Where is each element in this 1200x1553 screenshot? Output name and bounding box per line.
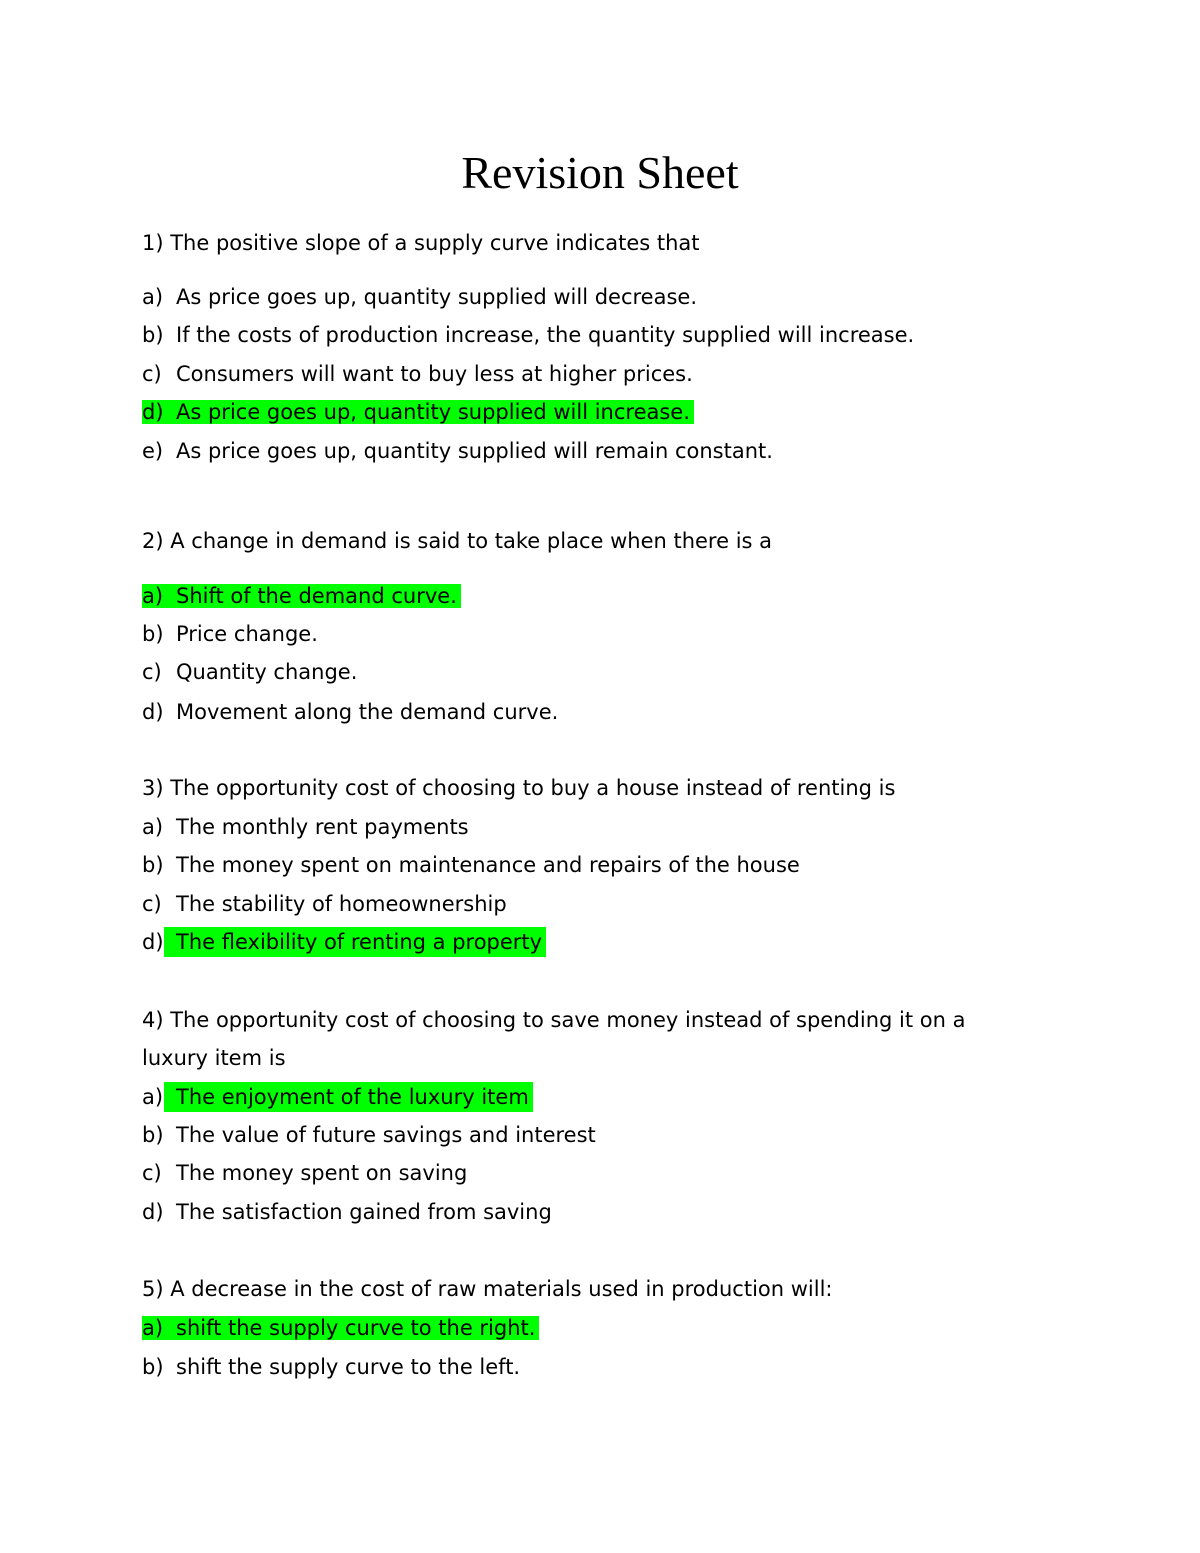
question-1-prompt: 1) The positive slope of a supply curve indicates that	[142, 231, 700, 255]
option-text: Price change.	[176, 622, 318, 646]
option-text: As price goes up, quantity supplied will remain constant.	[176, 439, 773, 463]
question-1-option-d-correct	[142, 397, 694, 427]
option-text: The satisfaction gained from saving	[176, 1200, 552, 1224]
option-letter: a)	[142, 815, 164, 839]
option-letter: a)	[142, 584, 164, 608]
question-2-option-a-correct	[142, 581, 461, 611]
option-letter: c)	[142, 660, 162, 684]
option-letter: a)	[142, 285, 164, 309]
option-text: As price goes up, quantity supplied will decrease.	[176, 285, 698, 309]
option-letter: d)	[142, 930, 164, 954]
question-5-option-a-correct	[142, 1313, 539, 1343]
option-text: shift the supply curve to the right.	[176, 1316, 536, 1340]
question-4-option-b	[142, 1120, 596, 1150]
question-4-option-d	[142, 1197, 552, 1227]
question-1-option-c	[142, 359, 693, 389]
option-text: The value of future savings and interest	[176, 1123, 596, 1147]
option-letter: b)	[142, 853, 164, 877]
option-letter: c)	[142, 362, 162, 386]
option-text-highlighted: The flexibility of renting a property	[164, 927, 546, 957]
answer-highlight	[142, 400, 694, 424]
question-4-prompt-line-1: 4) The opportunity cost of choosing to save money instead of spending it on a	[142, 1008, 966, 1032]
question-3-option-b	[142, 850, 800, 880]
option-letter: b)	[142, 1123, 164, 1147]
question-1-option-b	[142, 320, 914, 350]
option-text-highlighted: The enjoyment of the luxury item	[164, 1082, 533, 1112]
question-3-prompt: 3) The opportunity cost of choosing to buy a house instead of renting is	[142, 776, 896, 800]
question-2-prompt: 2) A change in demand is said to take place when there is a	[142, 529, 773, 553]
option-text: The stability of homeownership	[176, 892, 507, 916]
option-letter: d)	[142, 400, 164, 424]
question-1-option-e	[142, 436, 773, 466]
question-5-prompt: 5) A decrease in the cost of raw materials used in production will:	[142, 1277, 833, 1301]
option-letter: c)	[142, 1161, 162, 1185]
page-title: Revision Sheet	[461, 147, 739, 198]
option-letter: b)	[142, 622, 164, 646]
answer-highlight	[142, 1316, 539, 1340]
option-letter: a)	[142, 1085, 164, 1109]
option-text: Consumers will want to buy less at higher prices.	[176, 362, 693, 386]
option-text: As price goes up, quantity supplied will increase.	[176, 400, 690, 424]
option-text: The money spent on maintenance and repairs of the house	[176, 853, 800, 877]
option-letter: a)	[142, 1316, 164, 1340]
option-text: shift the supply curve to the left.	[176, 1355, 521, 1379]
answer-highlight	[142, 584, 461, 608]
question-3-option-d-correct	[142, 927, 546, 957]
option-letter: d)	[142, 1200, 164, 1224]
question-2-option-b	[142, 619, 318, 649]
option-text: If the costs of production increase, the quantity supplied will increase.	[176, 323, 915, 347]
option-letter: c)	[142, 892, 162, 916]
option-text: The monthly rent payments	[176, 815, 469, 839]
question-5-option-b	[142, 1352, 520, 1382]
option-text: The money spent on saving	[176, 1161, 468, 1185]
option-letter: b)	[142, 323, 164, 347]
option-letter: d)	[142, 700, 164, 724]
question-3-option-c	[142, 889, 507, 919]
option-letter: e)	[142, 439, 164, 463]
question-2-option-c	[142, 657, 357, 687]
question-2-option-d	[142, 697, 558, 727]
option-text: Shift of the demand curve.	[176, 584, 457, 608]
question-4-option-c	[142, 1158, 467, 1188]
option-text: Movement along the demand curve.	[176, 700, 559, 724]
question-1-option-a	[142, 282, 697, 312]
option-text: Quantity change.	[176, 660, 358, 684]
question-3-option-a	[142, 812, 469, 842]
question-4-prompt-line-2: luxury item is	[142, 1046, 286, 1070]
question-4-option-a-correct	[142, 1082, 533, 1112]
option-letter: b)	[142, 1355, 164, 1379]
